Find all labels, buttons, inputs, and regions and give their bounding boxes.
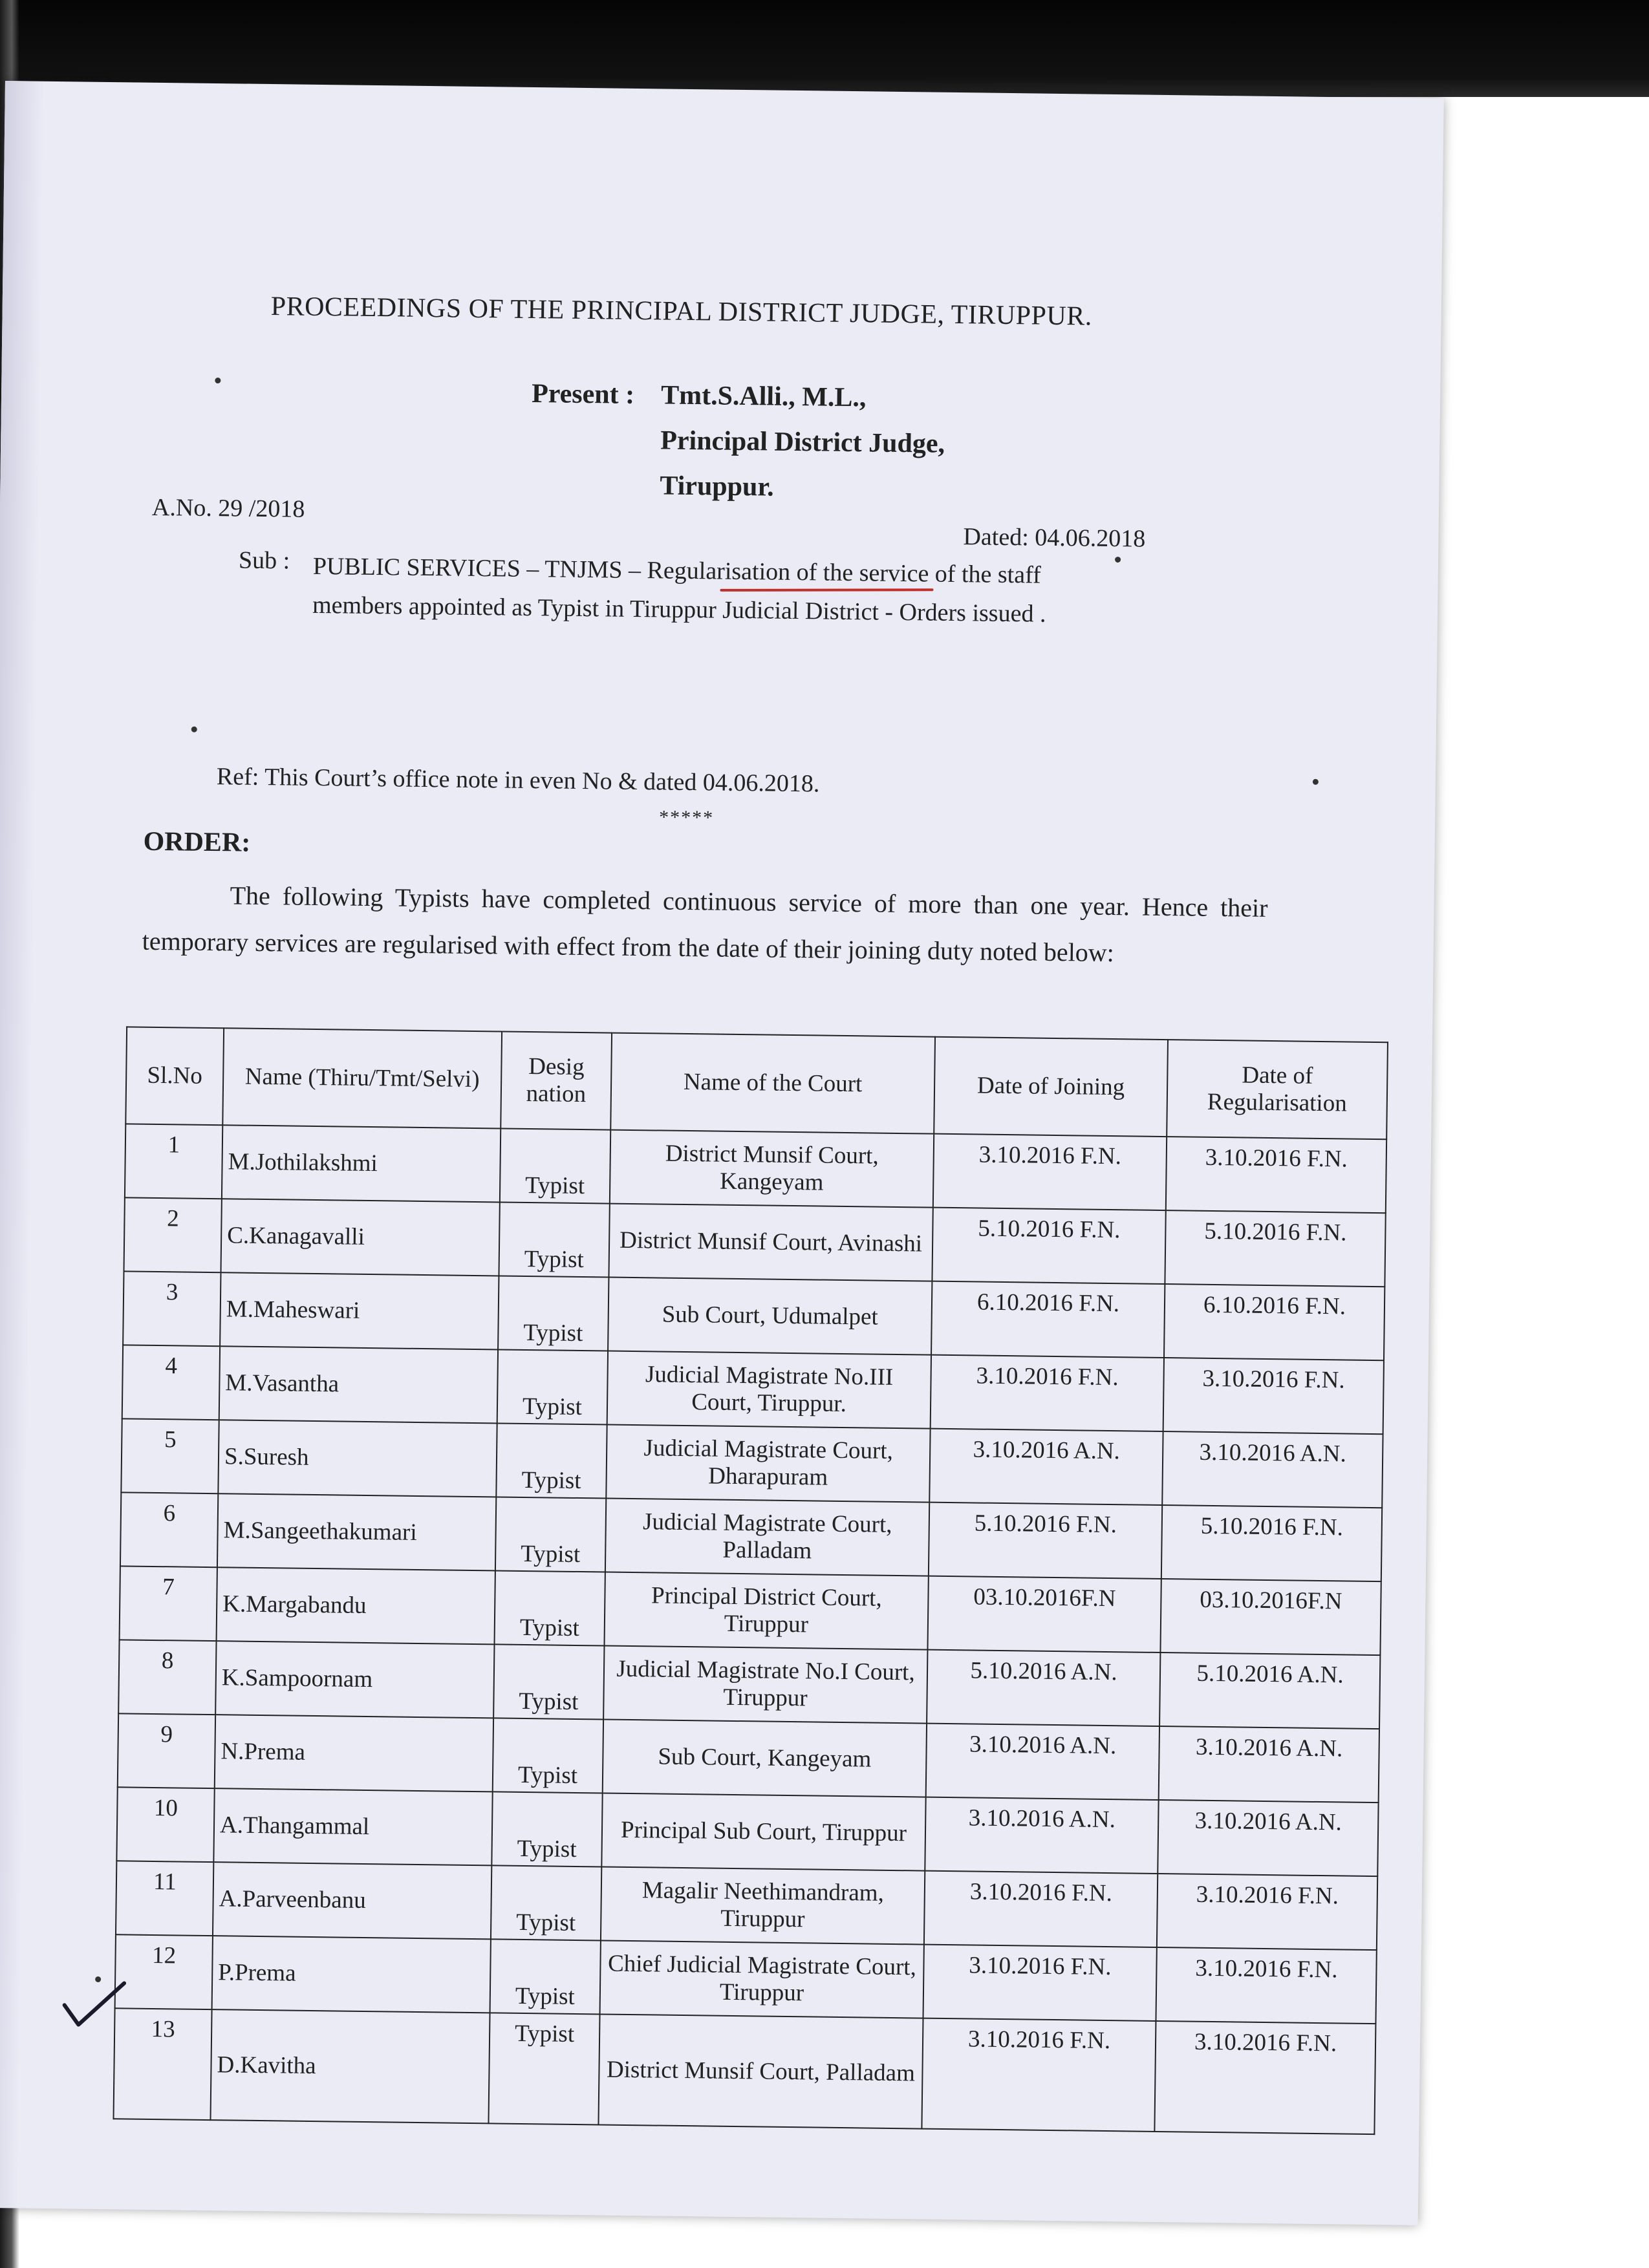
cell-joining: 6.10.2016 F.N. <box>931 1281 1165 1358</box>
cell-court: Sub Court, Udumalpet <box>608 1278 932 1355</box>
document-heading: PROCEEDINGS OF THE PRINCIPAL DISTRICT JUDGE, TIRUPPUR. <box>270 292 1093 332</box>
cell-sl: 5 <box>121 1418 219 1493</box>
cell-regularisation: 3.10.2016 F.N. <box>1154 2021 1375 2134</box>
cell-court: Magalir Neethimandram, Tiruppur <box>601 1867 925 1944</box>
cell-sl: 7 <box>120 1566 217 1641</box>
cell-court: District Munsif Court, Avinashi <box>609 1204 932 1281</box>
cell-court: District Munsif Court, Palladam <box>598 2014 923 2128</box>
header-name: Name (Thiru/Tmt/Selvi) <box>222 1028 502 1128</box>
cell-sl: 11 <box>116 1861 213 1936</box>
cell-name: M.Vasantha <box>219 1346 498 1423</box>
cell-designation: Typist <box>500 1128 610 1203</box>
header-joining: Date of Joining <box>934 1037 1168 1137</box>
document-page <box>0 81 1444 2225</box>
cell-joining: 5.10.2016 F.N. <box>929 1503 1162 1579</box>
cell-joining: 5.10.2016 A.N. <box>927 1650 1160 1726</box>
cell-sl: 9 <box>118 1713 215 1788</box>
cell-court: Chief Judicial Magistrate Court, Tiruppur <box>600 1940 924 2018</box>
cell-regularisation: 5.10.2016 F.N. <box>1161 1505 1382 1581</box>
cell-sl: 12 <box>115 1934 213 2009</box>
cell-regularisation: 3.10.2016 A.N. <box>1162 1431 1383 1508</box>
cell-designation: Typist <box>493 1644 604 1719</box>
cell-designation: Typist <box>490 1939 601 2014</box>
cell-joining: 3.10.2016 F.N. <box>923 1945 1156 2021</box>
cell-designation: Typist <box>495 1497 606 1572</box>
cell-designation: Typist <box>488 2013 599 2124</box>
cell-name: D.Kavitha <box>210 2009 490 2123</box>
cell-sl: 13 <box>114 2008 212 2120</box>
cell-sl: 10 <box>116 1787 214 1862</box>
cell-joining: 3.10.2016 F.N. <box>931 1355 1164 1431</box>
cell-name: M.Maheswari <box>220 1272 499 1349</box>
cell-joining: 3.10.2016 A.N. <box>925 1797 1158 1874</box>
cell-court: Principal District Court, Tiruppur <box>604 1572 928 1650</box>
scan-speck <box>1313 779 1319 785</box>
cell-name: A.Parveenbanu <box>213 1862 491 1939</box>
cell-joining: 3.10.2016 A.N. <box>926 1724 1159 1800</box>
cell-name: M.Sangeethakumari <box>217 1493 496 1570</box>
cell-sl: 2 <box>124 1197 222 1272</box>
header-designation: Desig nation <box>501 1031 612 1129</box>
cell-regularisation: 3.10.2016 A.N. <box>1159 1726 1379 1803</box>
scan-border-top <box>0 0 1649 97</box>
cell-name: S.Suresh <box>218 1420 497 1497</box>
cell-designation: Typist <box>491 1865 601 1940</box>
cell-regularisation: 3.10.2016 F.N. <box>1157 1874 1377 1950</box>
cell-joining: 3.10.2016 F.N. <box>924 1871 1158 1947</box>
cell-regularisation: 5.10.2016 A.N. <box>1159 1653 1380 1729</box>
cell-joining: 3.10.2016 F.N. <box>921 2018 1156 2132</box>
application-number: A.No. 29 /2018 <box>151 493 305 523</box>
cell-name: A.Thangammal <box>213 1788 492 1865</box>
cell-court: Judicial Magistrate Court, Dharapuram <box>606 1425 930 1503</box>
cell-designation: Typist <box>497 1349 608 1424</box>
cell-sl: 8 <box>118 1640 216 1715</box>
header-sl-no: Sl.No <box>125 1027 224 1125</box>
reference-line: Ref: This Court’s office note in even No & dated 04.06.2018. <box>216 763 820 798</box>
subject-label: Sub : <box>238 546 290 575</box>
header-court: Name of the Court <box>610 1033 935 1134</box>
handwritten-tick-icon <box>59 1976 131 2035</box>
cell-designation: Typist <box>491 1792 602 1867</box>
order-date: Dated: 04.06.2018 <box>963 523 1146 553</box>
handwritten-underline <box>720 588 933 592</box>
cell-court: Sub Court, Kangeyam <box>603 1719 927 1797</box>
cell-name: M.Jothilakshmi <box>222 1125 501 1202</box>
table-header-row <box>125 1027 1388 1139</box>
cell-sl: 6 <box>120 1492 218 1567</box>
cell-designation: Typist <box>499 1202 609 1277</box>
paper-fold-shadow <box>0 81 44 2208</box>
cell-court: District Munsif Court, Kangeyam <box>610 1130 934 1208</box>
cell-designation: Typist <box>496 1423 607 1498</box>
cell-regularisation: 3.10.2016 F.N. <box>1156 1947 1376 2024</box>
cell-regularisation: 6.10.2016 F.N. <box>1164 1284 1385 1360</box>
scan-speck <box>95 1976 101 1982</box>
judge-designation: Principal District Judge, <box>660 425 945 459</box>
cell-sl: 4 <box>122 1345 220 1420</box>
cell-court: Judicial Magistrate Court, Palladam <box>605 1499 929 1576</box>
order-paragraph: The following Typists have completed continuous service of more than one year. Hence their temporary services are regularised with effect from the date of their joining duty noted below: <box>142 881 1268 968</box>
cell-court: Principal Sub Court, Tiruppur <box>601 1793 925 1870</box>
table-row <box>114 2008 1376 2134</box>
cell-name: K.Margabandu <box>217 1567 495 1644</box>
cell-name: N.Prema <box>215 1715 493 1792</box>
cell-name: C.Kanagavalli <box>221 1199 500 1276</box>
judge-place: Tiruppur. <box>660 471 774 502</box>
scan-speck <box>215 378 221 383</box>
cell-joining: 3.10.2016 F.N. <box>933 1134 1167 1210</box>
cell-sl: 1 <box>125 1124 222 1199</box>
cell-court: Judicial Magistrate No.III Court, Tiruppur. <box>607 1351 931 1429</box>
cell-designation: Typist <box>498 1276 609 1351</box>
subject-text: PUBLIC SERVICES – TNJMS – Regularisation of the service of the staff members appointed as Typist in Tiruppur Judicial District - Orders issued . <box>312 552 1046 628</box>
cell-regularisation: 03.10.2016F.N <box>1160 1579 1381 1655</box>
cell-regularisation: 5.10.2016 F.N. <box>1165 1210 1385 1287</box>
cell-regularisation: 3.10.2016 A.N. <box>1158 1800 1378 1876</box>
cell-designation: Typist <box>493 1718 603 1793</box>
typist-table <box>113 1026 1388 2135</box>
cell-joining: 03.10.2016F.N <box>927 1576 1161 1653</box>
cell-sl: 3 <box>123 1271 221 1346</box>
scan-speck <box>1115 557 1121 562</box>
header-regularisation: Date of Regularisation <box>1167 1040 1388 1139</box>
present-label: Present : <box>531 378 635 410</box>
cell-joining: 5.10.2016 F.N. <box>932 1208 1165 1284</box>
cell-regularisation: 3.10.2016 F.N. <box>1163 1358 1384 1434</box>
order-label: ORDER: <box>143 826 251 858</box>
cell-joining: 3.10.2016 A.N. <box>929 1429 1163 1505</box>
judge-name: Tmt.S.Alli., M.L., <box>660 380 867 413</box>
cell-regularisation: 3.10.2016 F.N. <box>1166 1137 1386 1213</box>
scan-speck <box>191 727 197 733</box>
separator-stars: ***** <box>658 806 715 829</box>
cell-designation: Typist <box>495 1570 605 1645</box>
cell-name: K.Sampoornam <box>215 1641 494 1718</box>
cell-court: Judicial Magistrate No.I Court, Tiruppur <box>603 1645 927 1723</box>
cell-name: P.Prema <box>212 1936 491 2013</box>
